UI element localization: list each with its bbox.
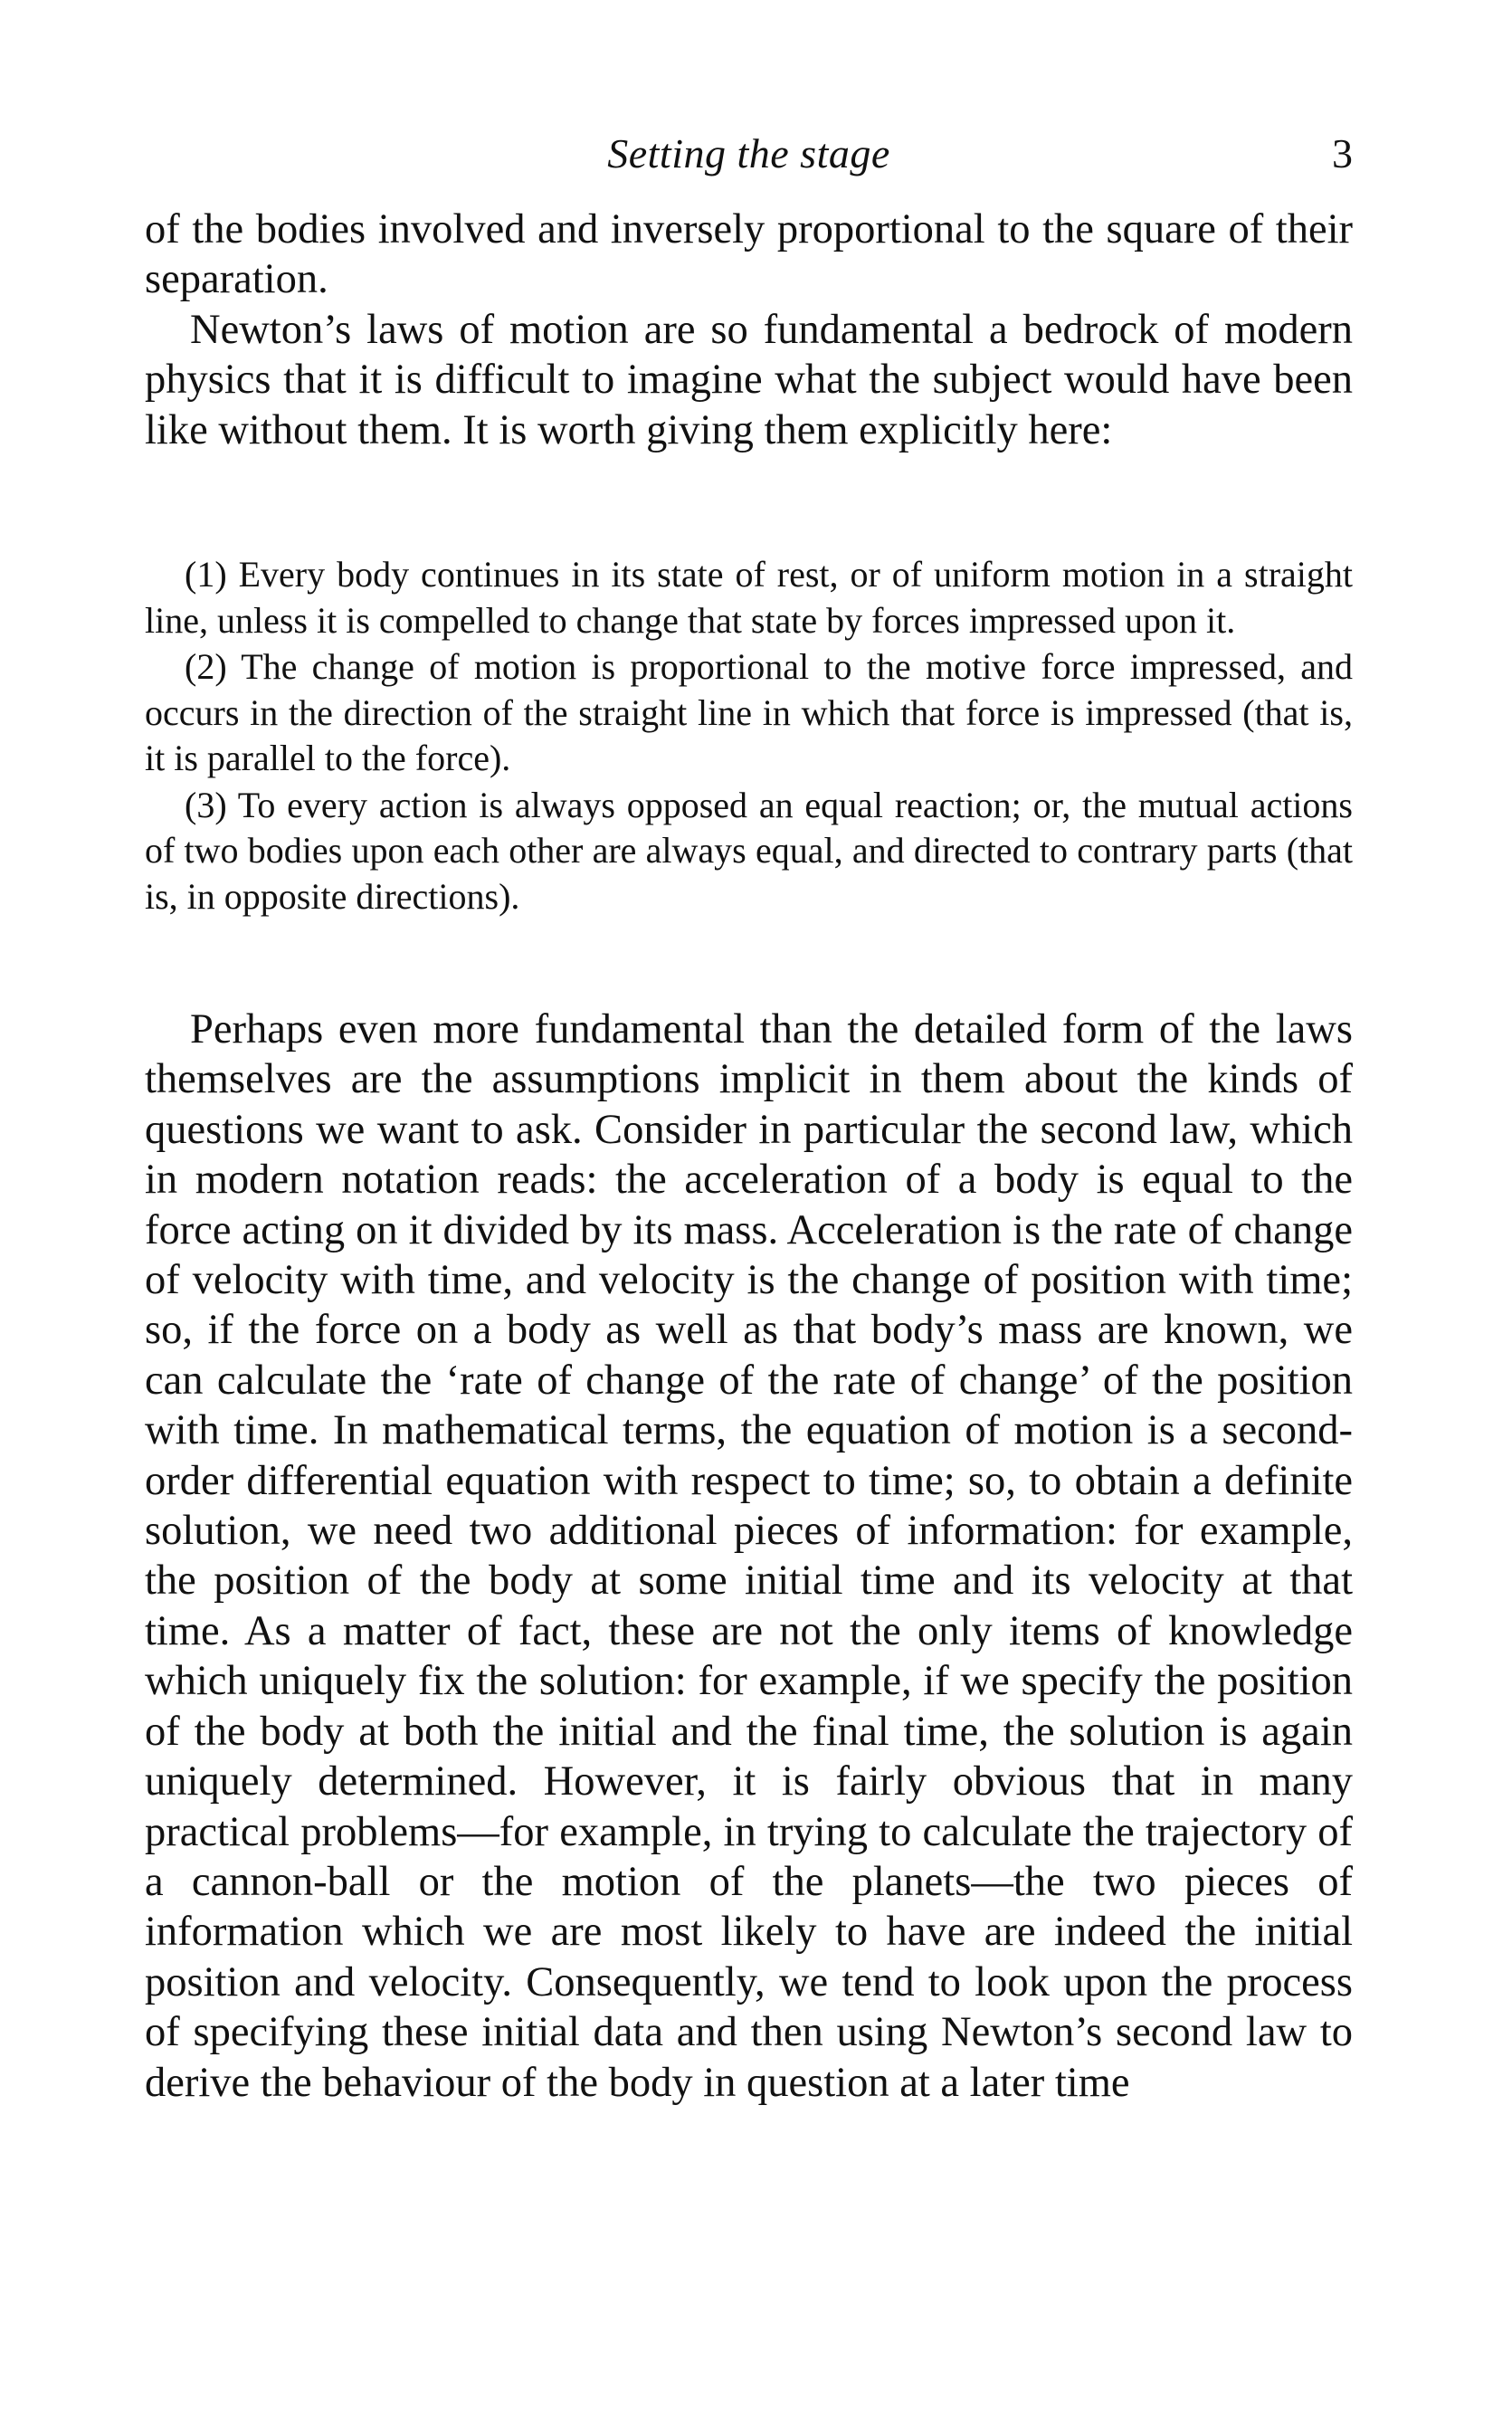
page-number: 3: [1332, 130, 1353, 176]
law-3: (3) To every action is always opposed an equal reaction; or, the mutual actions of two bodies upon each other are always equal, and directed to contrary parts (that is, in opposite directions).: [145, 784, 1353, 917]
discussion-text: [145, 1005, 1353, 2108]
newtons-laws-quote: [145, 552, 1353, 919]
law-1: (1) Every body continues in its state of rest, or of uniform motion in a straight line, unless it is compelled to change that state by forces impressed upon it.: [145, 554, 1353, 641]
discussion-paragraph: Perhaps even more fundamental than the detailed form of the laws themselves are the assumptions implicit in them about the kinds of questions we want to ask. Consider in particular the second law, which in modern notation reads: the acceleration of a body is equal to the force acting on it divided by its mass. Acceleration is the rate of change of velocity with time, and velocity is the change of position with time; so, if the force on a body as well as that body’s mass are known, we can calculate the ‘rate of change of the rate of change’ of the position with time. In mathematical terms, the equation of motion is a second-order differential equation with respect to time; so, to obtain a definite solution, we need two additional pieces of information: for example, the position of the body at some initial time and its velocity at that time. As a matter of fact, these are not the only items of knowledge which uniquely fix the solution: for example, if we specify the position of the body at both the initial and the final time, the solution is again uniquely determined. However, it is fairly obvious that in many practical problems—for example, in trying to calculate the trajectory of a cannon-ball or the motion of the planets—the two pieces of information which we are most likely to have are indeed the initial position and velocity. Consequently, we tend to look upon the process of specifying these initial data and then using Newton’s second law to derive the behaviour of the body in question at a later time: [145, 1006, 1353, 2106]
laws-intro-paragraph: Newton’s laws of motion are so fundamental a bedrock of modern physics that it is difficult to imagine what the subject would have been like without them. It is worth giving them explicitly here:: [145, 306, 1353, 453]
intro-text: [145, 205, 1353, 455]
law-2: (2) The change of motion is proportional to the motive force impressed, and occurs in the direction of the straight line in which that force is impressed (that is, it is parallel to the force).: [145, 646, 1353, 778]
continued-paragraph: of the bodies involved and inversely proportional to the square of their separation.: [145, 206, 1353, 303]
running-head: [145, 127, 1353, 181]
running-title: Setting the stage: [607, 130, 890, 176]
